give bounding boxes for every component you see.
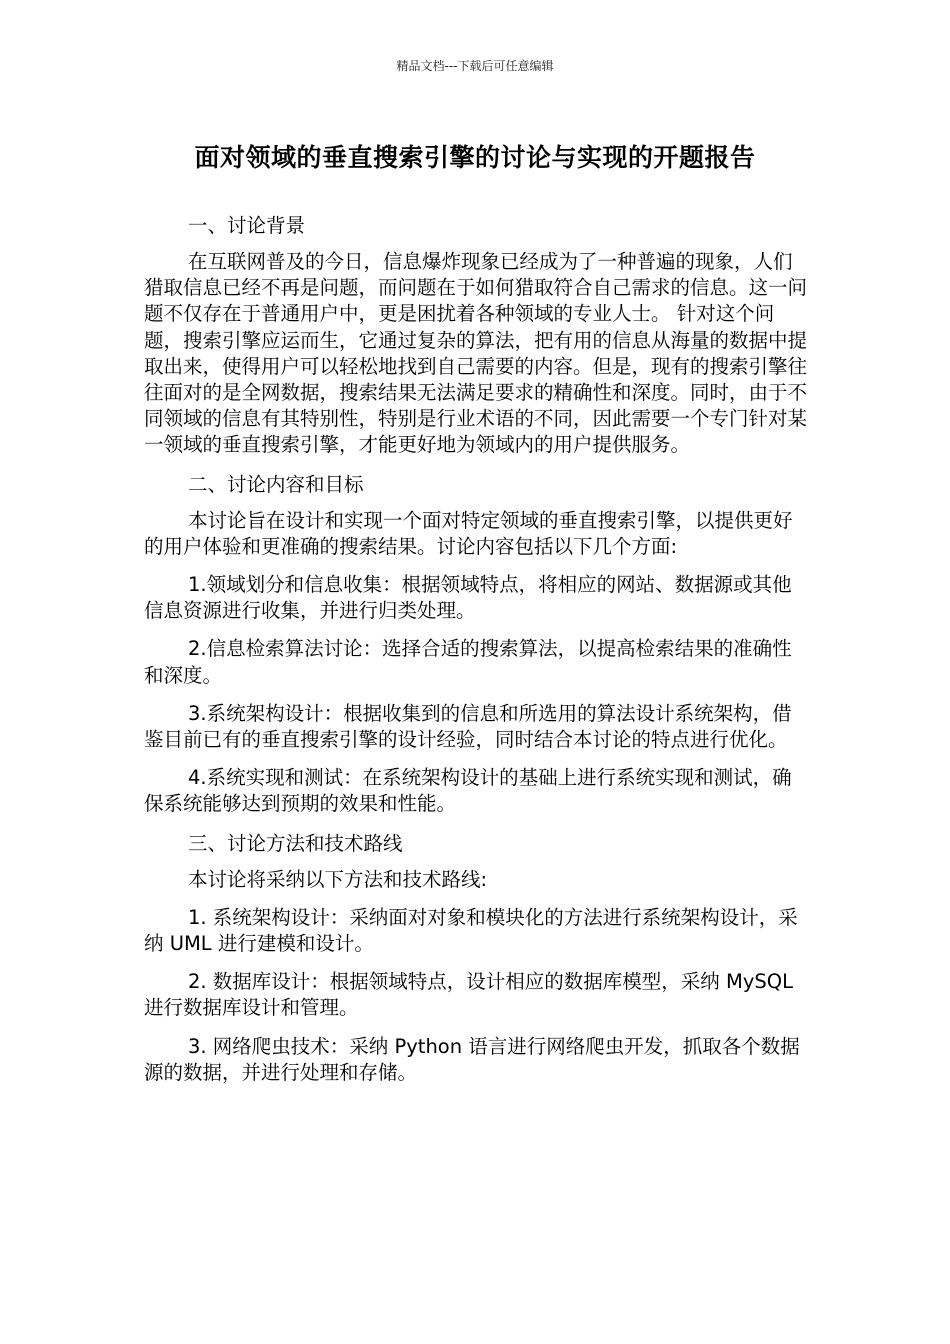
section-heading-content-goals: 二、讨论内容和目标 <box>188 472 364 496</box>
paragraph-content-intro: 本讨论旨在设计和实现一个面对特定领域的垂直搜索引擎，以提供更好的用户体验和更准确的搜索结果。讨论内容包括以下几个方面: <box>144 508 793 558</box>
list-item-retrieval-algorithm: 2.信息检索算法讨论：选择合适的搜索算法，以提高检索结果的准确性和深度。 <box>144 637 792 687</box>
list-item-method-crawler: 3. 网络爬虫技术：采纳 Python 语言进行网络爬虫开发，抓取各个数据源的数据，并进行处理和存储。 <box>144 1034 800 1084</box>
section-heading-methods: 三、讨论方法和技术路线 <box>188 831 403 855</box>
document-title: 面对领域的垂直搜索引擎的讨论与实现的开题报告 <box>194 143 756 172</box>
list-item-domain-collection: 1.领域划分和信息收集：根据领域特点，将相应的网站、数据源或其他信息资源进行收集，并进行归类处理。 <box>144 573 792 623</box>
list-item-method-database: 2. 数据库设计：根据领域特点，设计相应的数据库模型，采纳 MySQL 进行数据库设计和管理。 <box>144 970 793 1020</box>
paragraph-methods-intro: 本讨论将采纳以下方法和技术路线: <box>188 867 488 891</box>
list-item-implementation-testing: 4.系统实现和测试：在系统架构设计的基础上进行系统实现和测试，确保系统能够达到预期的效果和性能。 <box>144 766 792 816</box>
list-item-architecture-design: 3.系统架构设计：根据收集到的信息和所选用的算法设计系统架构，借鉴目前已有的垂直搜索引擎的设计经验，同时结合本讨论的特点进行优化。 <box>144 701 792 752</box>
section-heading-background: 一、讨论背景 <box>188 214 306 237</box>
document-body <box>144 212 810 1098</box>
paragraph-background: 在互联网普及的今日，信息爆炸现象已经成为了一种普遍的现象，人们猎取信息已经不再是问题，而问题在于如何猎取符合自己需求的信息。这一问题不仅存在于普通用户中，更是困扰着各种领域的专业人士。 针对这个问题，搜索引擎应运而生，它通过复杂的算法，把有用的信息从海量的数据中提取出来，使得用户可以轻松地找到自己需要的内容。但是，现有的搜索引擎往往面对的是全网数据，搜索结果无法满足要求的精确性和深度。同时，由于不同领域的信息有其特别性，特别是行业术语的不同，因此需要一个专门针对某一领域的垂直搜索引擎，才能更好地为领域内的用户提供服务。 <box>144 250 808 457</box>
header-note: 精品文档---下载后可任意编辑 <box>396 59 554 73</box>
list-item-method-architecture: 1. 系统架构设计：采纳面对对象和模块化的方法进行系统架构设计，采纳 UML 进行建模和设计。 <box>144 905 798 956</box>
